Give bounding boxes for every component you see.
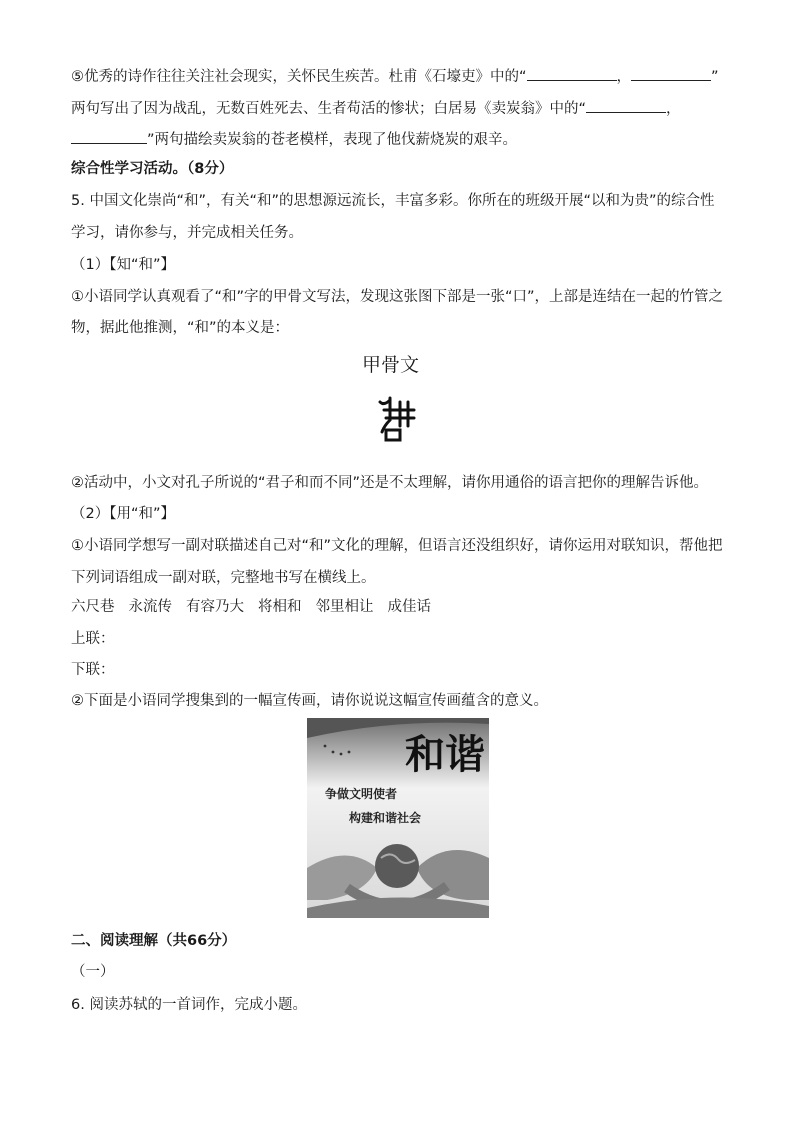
section-heading-reading: 二、阅读理解（共66分） xyxy=(71,933,237,949)
reading-part-label: （一） xyxy=(71,964,115,980)
q6-prompt: 6. 阅读苏轼的一首词作，完成小题。 xyxy=(71,997,307,1013)
q5-intro-line-1: 5. 中国文化崇尚“和”，有关“和”的思想源远流长，丰富多彩。你所在的班级开展“以和为贵”的综合性 xyxy=(71,193,715,209)
q5-intro-line-2: 学习，请你参与，并完成相关任务。 xyxy=(71,225,303,241)
word-item: 将相和 xyxy=(258,599,302,615)
word-item: 永流传 xyxy=(128,599,172,615)
poster-slogan-2: 构建和谐社会 xyxy=(349,811,422,825)
word-item: 邻里相让 xyxy=(315,599,374,615)
poster-slogan-1: 争做文明使者 xyxy=(325,787,398,801)
word-item: 成佳话 xyxy=(387,599,431,615)
oracle-bone-title: 甲骨文 xyxy=(362,354,420,376)
answer-blank[interactable] xyxy=(71,129,147,144)
poem-question-line-1: ⑤优秀的诗作往往关注社会现实，关怀民生疾苦。杜甫《石壕吏》中的“ ， ” xyxy=(71,66,719,86)
part2-q1-line-2: 下列词语组成一副对联，完整地书写在横线上。 xyxy=(71,570,376,586)
poem-question-line-2: 两句写出了因为战乱，无数百姓死去、生者苟活的惨状；白居易《卖炭翁》中的“ ， xyxy=(71,98,681,118)
lower-couplet-label: 下联： xyxy=(71,662,115,678)
part2-label: （2）【用“和”】 xyxy=(71,506,175,522)
couplet-word-list xyxy=(71,598,445,616)
part1-q2: ②活动中，小文对孔子所说的“君子和而不同”还是不太理解，请你用通俗的语言把你的理解告诉他。 xyxy=(71,475,709,491)
part2-q1-line-1: ①小语同学想写一副对联描述自己对“和”文化的理解，但语言还没组织好，请你运用对联知识，帮他把 xyxy=(71,538,723,554)
part1-label: （1）【知“和”】 xyxy=(71,257,175,273)
oracle-bone-glyph-image xyxy=(376,392,422,444)
poster-big-char-1: 和谐 xyxy=(405,731,485,778)
answer-blank[interactable] xyxy=(631,66,711,81)
answer-blank[interactable] xyxy=(527,66,617,81)
part1-q1-line-2: 物，据此他推测，“和”的本义是： xyxy=(71,320,290,336)
word-item: 有容乃大 xyxy=(186,599,244,615)
harmony-poster-image xyxy=(307,718,489,918)
part1-q1-line-1: ①小语同学认真观看了“和”字的甲骨文写法，发现这张图下部是一张“口”，上部是连结在一起的竹管之 xyxy=(71,289,724,305)
answer-blank[interactable] xyxy=(586,98,666,113)
word-item: 六尺巷 xyxy=(71,599,115,615)
part2-q2: ②下面是小语同学搜集到的一幅宣传画，请你说说这幅宣传画蕴含的意义。 xyxy=(71,693,548,709)
section-heading-activity: 综合性学习活动。（8分） xyxy=(71,161,234,177)
upper-couplet-label: 上联： xyxy=(71,631,115,647)
poem-question-line-3: ”两句描绘卖炭翁的苍老模样，表现了他伐薪烧炭的艰辛。 xyxy=(71,129,517,149)
